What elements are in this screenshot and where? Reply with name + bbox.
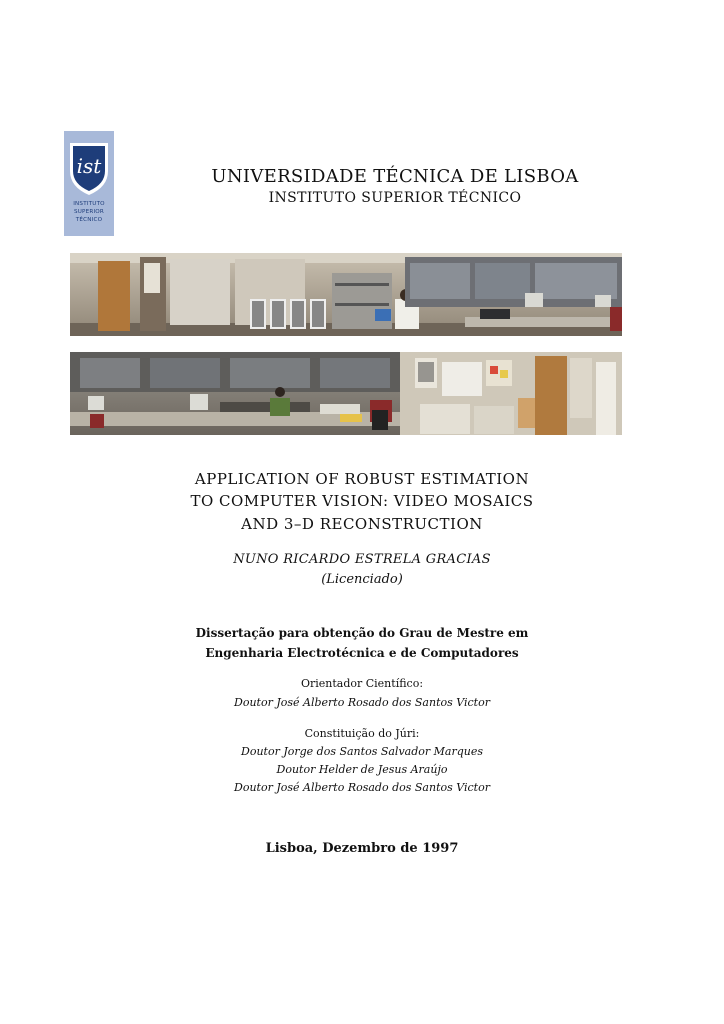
- jury-member-1: Doutor Jorge dos Santos Salvador Marques: [241, 745, 483, 758]
- logo-text-line-2: SUPERIOR: [74, 209, 104, 215]
- author-degree-status: (Licenciado): [321, 572, 403, 587]
- author-name: NUNO RICARDO ESTRELA GRACIAS: [233, 552, 491, 567]
- advisor-label: Orientador Científico:: [300, 677, 424, 690]
- thesis-title-line-1: APPLICATION OF ROBUST ESTIMATION: [194, 470, 530, 488]
- place-and-date: Lisboa, Dezembro de 1997: [265, 841, 459, 856]
- panorama-image-bottom: [70, 352, 622, 435]
- panorama-image-top: [70, 253, 622, 336]
- thesis-title-line-2: TO COMPUTER VISION: VIDEO MOSAICS: [190, 492, 534, 510]
- logo-text-line-3: TÉCNICO: [75, 217, 103, 223]
- advisor-name: Doutor José Alberto Rosado dos Santos Victor: [234, 696, 490, 709]
- jury-member-2: Doutor Helder de Jesus Araújo: [276, 763, 448, 776]
- institute-name: INSTITUTO SUPERIOR TÉCNICO: [268, 190, 522, 206]
- jury-label: Constituição do Júri:: [304, 727, 420, 740]
- dissertation-line-1: Dissertação para obtenção do Grau de Mestre em: [195, 626, 529, 640]
- dissertation-line-2: Engenharia Electrotécnica e de Computadores: [205, 646, 519, 660]
- university-name: UNIVERSIDADE TÉCNICA DE LISBOA: [211, 166, 579, 187]
- thesis-title-line-3: AND 3–D RECONSTRUCTION: [241, 515, 483, 533]
- logo-monogram: ist: [76, 154, 102, 178]
- jury-member-3: Doutor José Alberto Rosado dos Santos Victor: [234, 781, 490, 794]
- logo-text-line-1: INSTITUTO: [73, 201, 105, 207]
